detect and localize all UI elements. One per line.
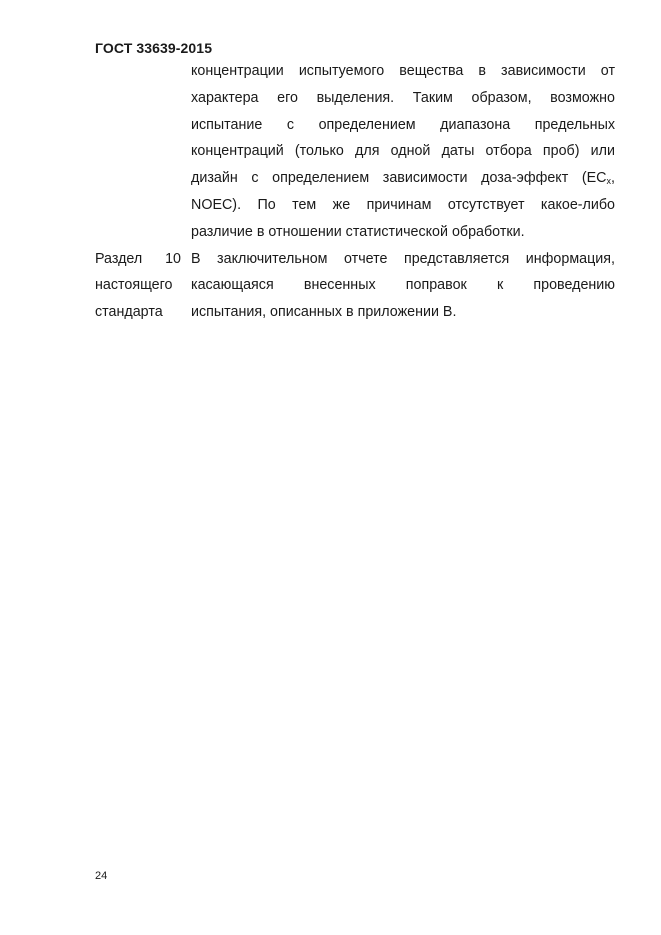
text-segment: ,: [611, 170, 615, 187]
text-line: В заключительном отчете представляется информация,: [191, 250, 615, 267]
section-reference-line: Раздел 10: [95, 250, 181, 267]
section-reference-line: стандарта: [95, 304, 163, 321]
text-segment: дизайн с определением зависимости доза-эффект (EC: [191, 170, 607, 187]
section-description: [191, 246, 615, 326]
continuation-left-cell: [95, 58, 191, 246]
document-header: ГОСТ 33639-2015: [95, 40, 213, 56]
section-reference-line: настоящего: [95, 277, 173, 294]
text-line: испытания, описанных в приложении В.: [191, 304, 457, 321]
text-line-with-subscript: [191, 165, 615, 192]
continuation-text: [191, 58, 615, 246]
page-number: 24: [95, 870, 108, 882]
section-reference: [95, 246, 191, 326]
text-line: испытание с определением диапазона предельных: [191, 116, 615, 133]
subscript: x: [606, 176, 612, 187]
section-row: [95, 246, 615, 326]
text-line: NOEC). По тем же причинам отсутствует какое-либо: [191, 196, 615, 213]
text-line: концентрации испытуемого вещества в зависимости от: [191, 63, 615, 79]
text-line: характера его выделения. Таким образом, возможно: [191, 89, 615, 106]
text-line: касающаяся внесенных поправок к проведению: [191, 277, 615, 294]
text-line: концентраций (только для одной даты отбора проб) или: [191, 143, 615, 160]
document-body: [95, 58, 615, 326]
continuation-row: [95, 58, 615, 246]
text-line: различие в отношении статистической обработки.: [191, 223, 525, 240]
